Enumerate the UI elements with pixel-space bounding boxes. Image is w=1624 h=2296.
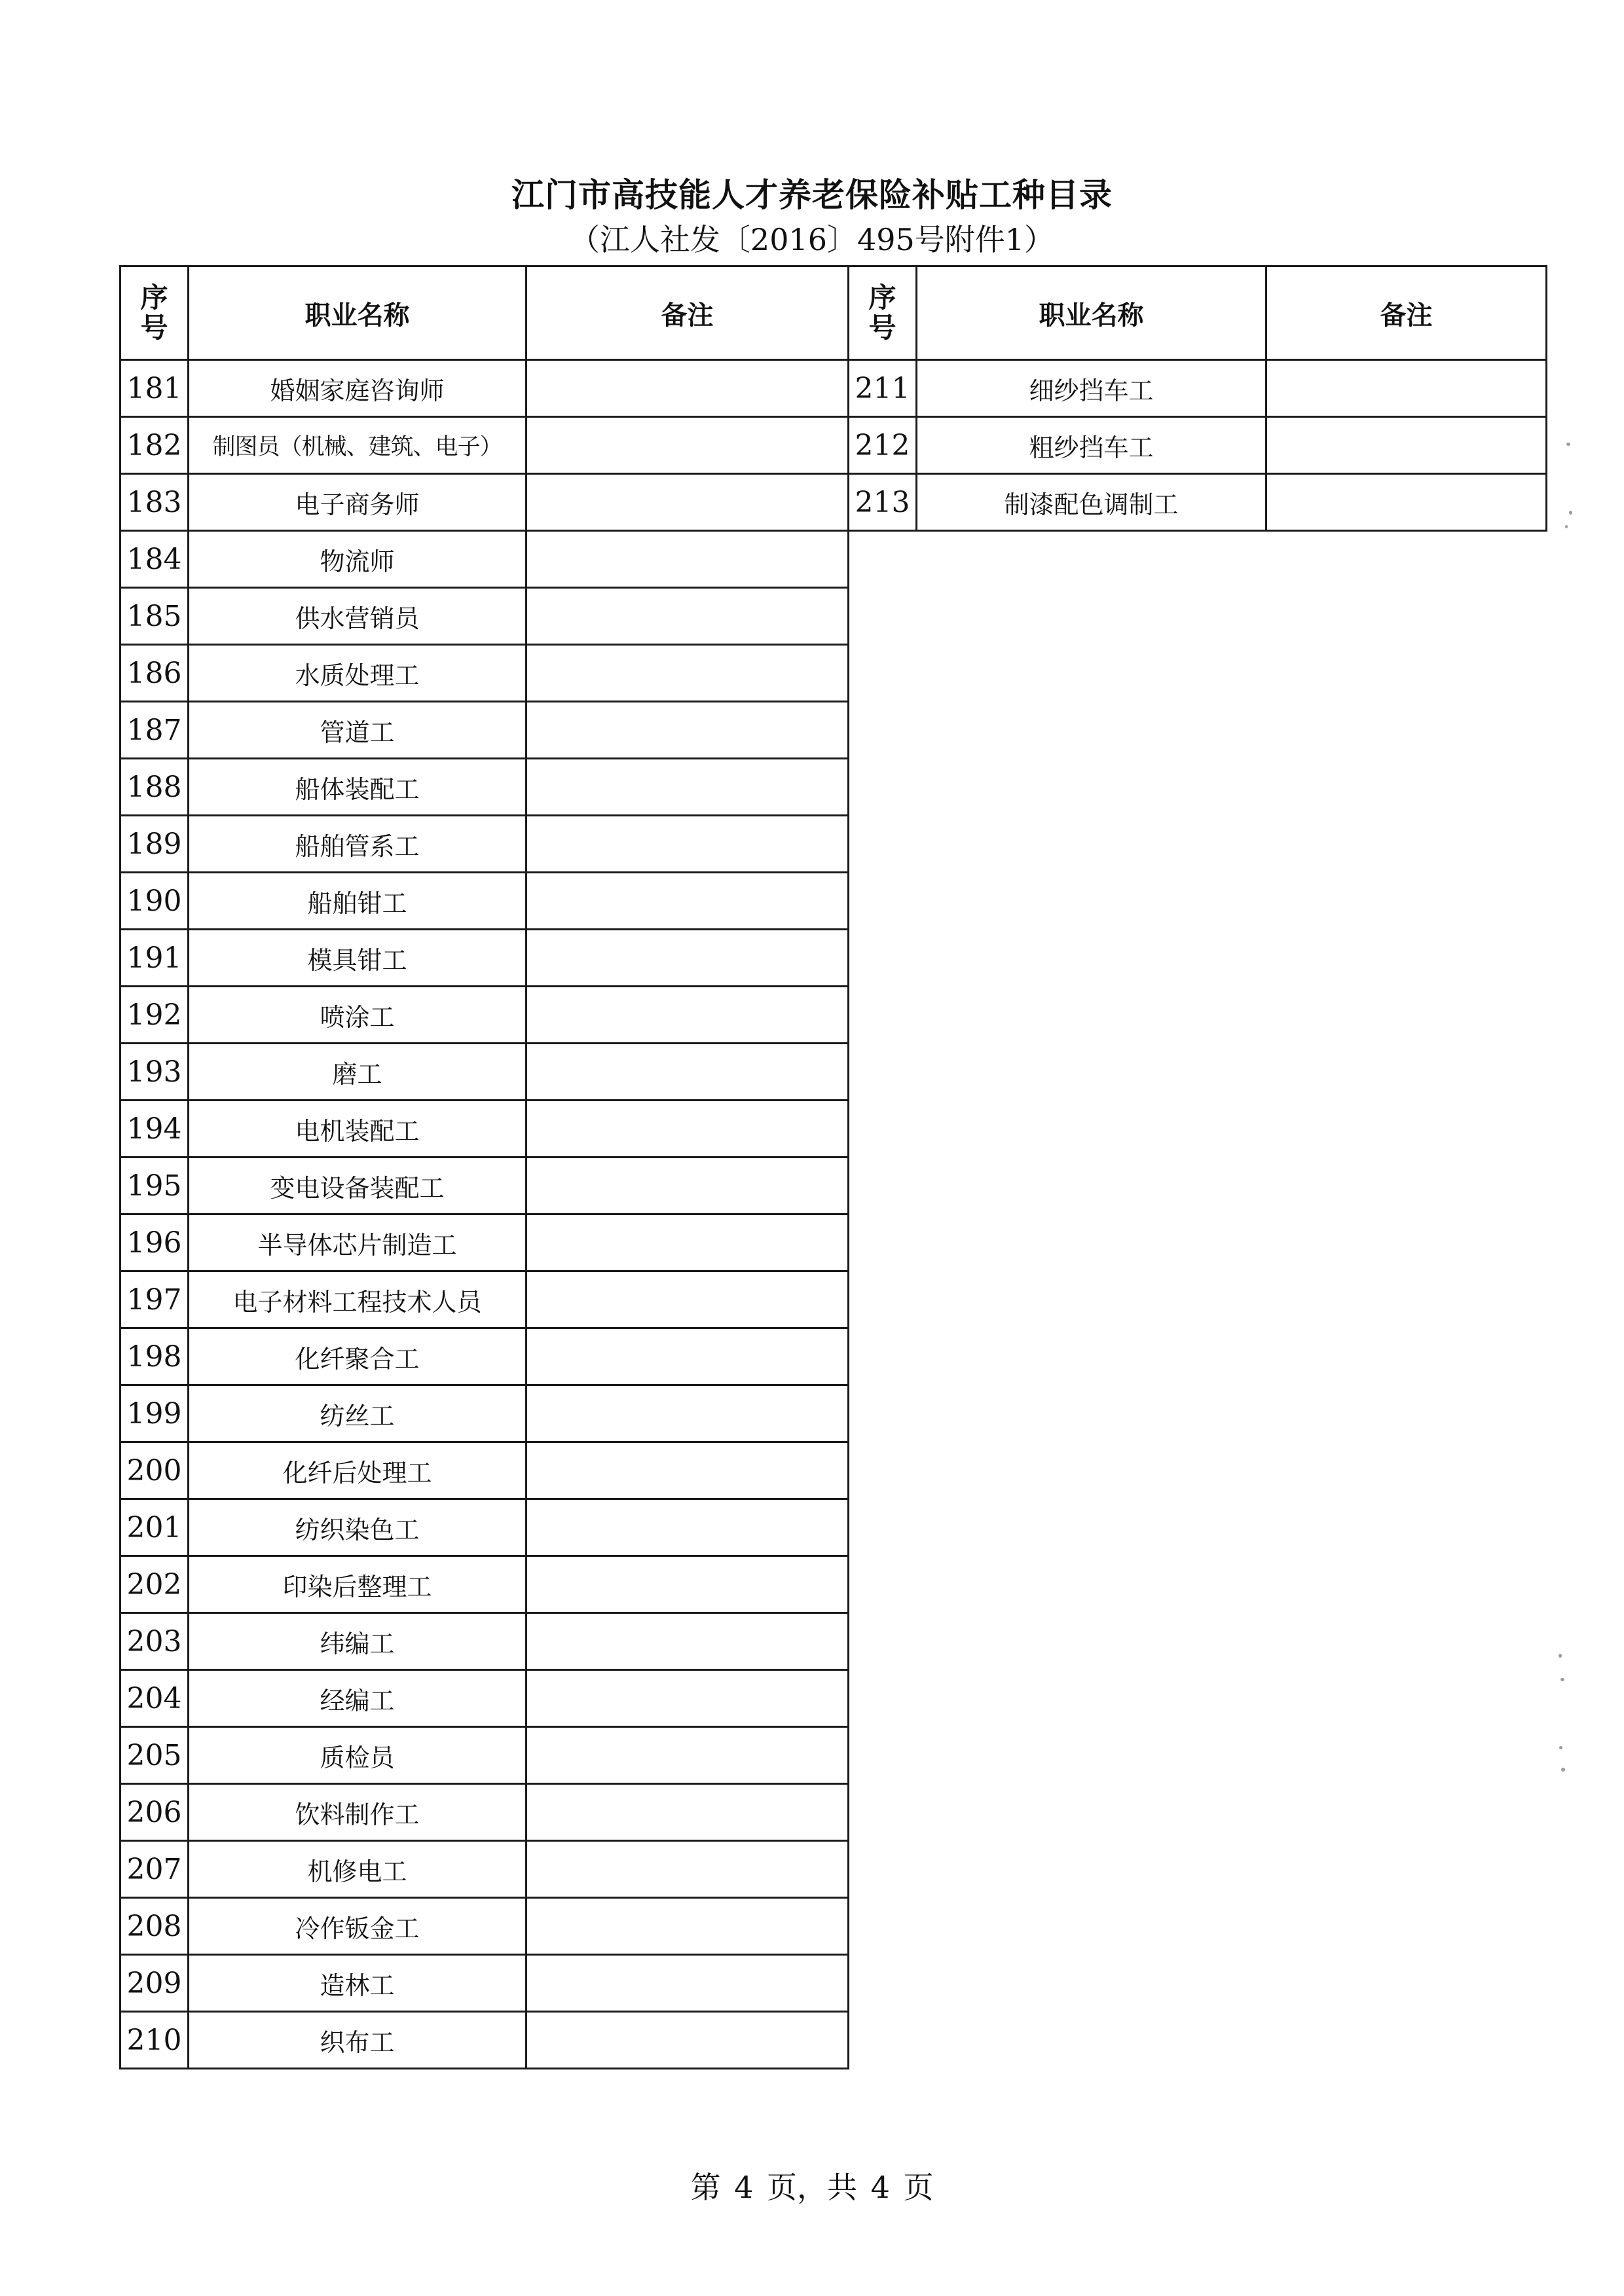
seq-cell: 181 [120,360,189,417]
table-row [120,1101,849,1157]
table-row [849,474,1547,531]
table-row [120,2012,849,2069]
table-row [120,645,849,702]
seq-cell: 189 [120,816,189,873]
table-row [120,1499,849,1556]
table-row [120,1328,849,1385]
seq-cell: 207 [120,1841,189,1898]
note-cell [526,1157,849,1214]
occupation-name-cell: 纺丝工 [189,1385,526,1442]
seq-cell: 200 [120,1442,189,1499]
scan-speck [1565,525,1568,528]
occupation-name-cell: 船舶管系工 [189,816,526,873]
note-cell [526,987,849,1044]
seq-cell: 188 [120,759,189,816]
seq-cell: 192 [120,987,189,1044]
note-cell [526,1499,849,1556]
table-row [120,1841,849,1898]
table-row [120,588,849,645]
table-row [120,816,849,873]
note-cell [1266,417,1547,474]
note-cell [526,930,849,987]
seq-cell: 204 [120,1670,189,1727]
note-cell [526,1385,849,1442]
scan-speck [1559,1654,1562,1658]
occupation-name-cell: 船体装配工 [189,759,526,816]
occupation-name-cell: 模具钳工 [189,930,526,987]
seq-cell: 206 [120,1784,189,1841]
table-row [120,1784,849,1841]
table-row [120,1271,849,1328]
occupation-table-right [847,265,1547,532]
seq-cell: 196 [120,1214,189,1271]
table-row [120,1385,849,1442]
occupation-name-cell: 供水营销员 [189,588,526,645]
seq-cell: 201 [120,1499,189,1556]
note-cell [526,1613,849,1670]
seq-header-label: 序号 [140,281,168,344]
seq-cell: 202 [120,1556,189,1613]
seq-cell: 194 [120,1101,189,1157]
table-row [120,1613,849,1670]
note-cell [526,1101,849,1157]
occupation-name-cell: 变电设备装配工 [189,1157,526,1214]
note-cell [526,1271,849,1328]
seq-cell: 195 [120,1157,189,1214]
table-row [120,1670,849,1727]
scan-speck [1559,1746,1562,1749]
scan-speck [1561,1768,1565,1772]
occupation-name-cell: 管道工 [189,702,526,759]
table-row [120,1955,849,2012]
seq-cell: 183 [120,474,189,531]
note-header: 备注 [526,266,849,360]
occupation-name-cell: 纺织染色工 [189,1499,526,1556]
occupation-name-cell: 细纱挡车工 [917,360,1266,417]
seq-cell: 208 [120,1898,189,1955]
table-header-row [849,266,1547,360]
seq-cell: 209 [120,1955,189,2012]
occupation-name-cell: 船舶钳工 [189,873,526,930]
occupation-name-cell: 经编工 [189,1670,526,1727]
table-row [120,1442,849,1499]
occupation-name-cell: 电子商务师 [189,474,526,531]
table-row [120,474,849,531]
note-cell [526,1044,849,1101]
occupation-name-cell: 纬编工 [189,1613,526,1670]
seq-cell: 197 [120,1271,189,1328]
scan-speck [1566,443,1570,446]
occupation-name-cell: 化纤后处理工 [189,1442,526,1499]
note-cell [526,474,849,531]
seq-header-label: 序号 [868,281,896,344]
table-row [120,531,849,588]
table-row [120,1214,849,1271]
table-row [849,417,1547,474]
note-cell [526,1784,849,1841]
occupation-name-cell: 造林工 [189,1955,526,2012]
table-row [120,930,849,987]
seq-cell: 190 [120,873,189,930]
seq-cell: 186 [120,645,189,702]
table-row [120,759,849,816]
page-footer: 第 4 页，共 4 页 [690,2170,934,2205]
occupation-name-cell: 喷涂工 [189,987,526,1044]
table-row [120,873,849,930]
note-cell [1266,360,1547,417]
table-row [120,1044,849,1101]
table-row [849,360,1547,417]
note-header: 备注 [1266,266,1547,360]
seq-cell: 184 [120,531,189,588]
occupation-name-cell: 制图员（机械、建筑、电子） [189,417,526,474]
seq-cell: 182 [120,417,189,474]
note-cell [526,1442,849,1499]
seq-header [120,266,189,360]
note-cell [526,816,849,873]
seq-cell: 193 [120,1044,189,1101]
occupation-name-cell: 物流师 [189,531,526,588]
occupation-name-cell: 水质处理工 [189,645,526,702]
table-row [120,360,849,417]
occupation-name-cell: 粗纱挡车工 [917,417,1266,474]
seq-cell: 187 [120,702,189,759]
occupation-name-cell: 化纤聚合工 [189,1328,526,1385]
document-title: 江门市高技能人才养老保险补贴工种目录 [511,175,1113,214]
note-cell [526,1898,849,1955]
note-cell [1266,474,1547,531]
occupation-name-cell: 质检员 [189,1727,526,1784]
seq-cell: 203 [120,1613,189,1670]
note-cell [526,1955,849,2012]
note-cell [526,702,849,759]
note-cell [526,873,849,930]
seq-cell: 185 [120,588,189,645]
occupation-name-cell: 印染后整理工 [189,1556,526,1613]
note-cell [526,2012,849,2069]
note-cell [526,759,849,816]
seq-cell: 213 [849,474,917,531]
occupation-name-cell: 织布工 [189,2012,526,2069]
occupation-name-cell: 制漆配色调制工 [917,474,1266,531]
occupation-table-left [119,265,849,2069]
occupation-name-cell: 半导体芯片制造工 [189,1214,526,1271]
scan-speck [1560,1678,1564,1681]
note-cell [526,1727,849,1784]
table-row [120,1727,849,1784]
note-cell [526,588,849,645]
note-cell [526,1841,849,1898]
seq-cell: 210 [120,2012,189,2069]
table-row [120,702,849,759]
table-row [120,1898,849,1955]
document-subtitle: （江人社发〔2016〕495号附件1） [569,222,1055,257]
note-cell [526,1214,849,1271]
occupation-name-cell: 磨工 [189,1044,526,1101]
table-row [120,1556,849,1613]
seq-cell: 205 [120,1727,189,1784]
table-header-row [120,266,849,360]
note-cell [526,645,849,702]
seq-cell: 199 [120,1385,189,1442]
note-cell [526,1328,849,1385]
note-cell [526,417,849,474]
name-header: 职业名称 [189,266,526,360]
occupation-name-cell: 婚姻家庭咨询师 [189,360,526,417]
note-cell [526,531,849,588]
occupation-name-cell: 电机装配工 [189,1101,526,1157]
seq-cell: 198 [120,1328,189,1385]
table-row [120,417,849,474]
table-row [120,1157,849,1214]
occupation-name-cell: 饮料制作工 [189,1784,526,1841]
occupation-name-cell: 冷作钣金工 [189,1898,526,1955]
table-row [120,987,849,1044]
seq-header [849,266,917,360]
name-header: 职业名称 [917,266,1266,360]
seq-cell: 212 [849,417,917,474]
seq-cell: 211 [849,360,917,417]
note-cell [526,1556,849,1613]
note-cell [526,360,849,417]
seq-cell: 191 [120,930,189,987]
occupation-name-cell: 机修电工 [189,1841,526,1898]
note-cell [526,1670,849,1727]
scan-speck [1569,511,1572,515]
occupation-name-cell: 电子材料工程技术人员 [189,1271,526,1328]
